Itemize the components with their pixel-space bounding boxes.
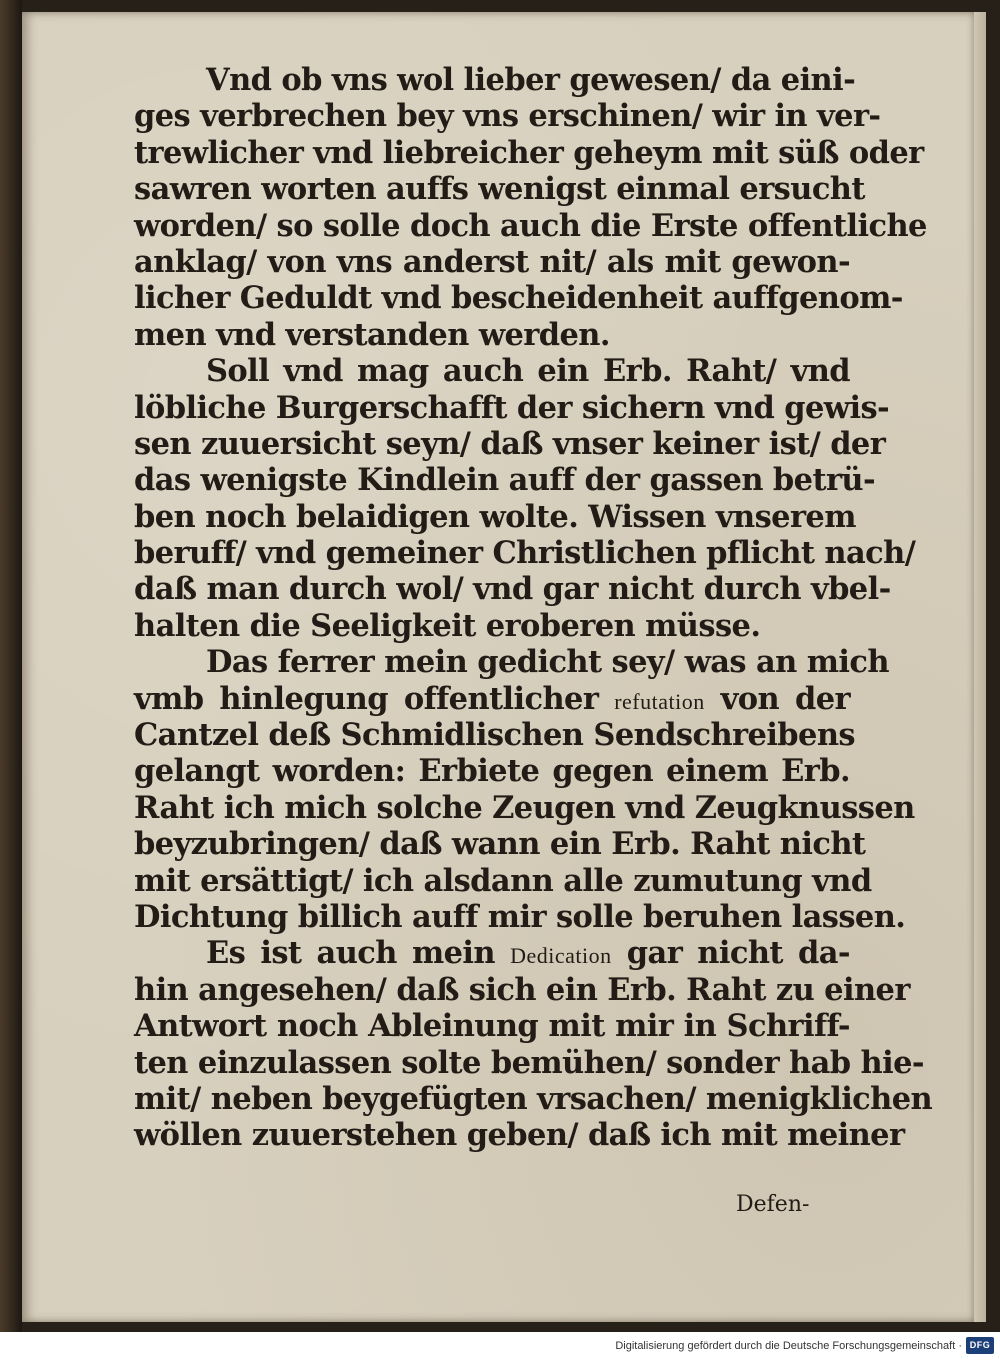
text-line (134, 317, 850, 353)
text-line (134, 353, 850, 389)
text-line (134, 535, 916, 572)
text-segment: halten die Seeligkeit eroberen müsse. (134, 607, 761, 644)
page-edge (974, 12, 986, 1322)
text-line (134, 280, 903, 317)
text-segment: Es ist auch mein (206, 935, 511, 972)
text-segment: daß man durch wol/ vnd gar nicht durch vbel- (134, 571, 891, 608)
text-segment: trewlicher vnd liebreicher geheym mit süß oder (134, 134, 924, 171)
text-line (134, 1008, 850, 1044)
text-line (134, 753, 850, 789)
text-segment: ben noch belaidigen wolte. Wissen vnserem (134, 498, 856, 535)
text-line (134, 571, 891, 608)
text-segment: sawren worten auffs wenigst einmal ersucht (134, 171, 865, 208)
catchword: Defen- (736, 1192, 810, 1217)
text-line (134, 935, 850, 971)
footer-bar (0, 1332, 1000, 1360)
text-line (134, 862, 872, 899)
text-line (134, 681, 850, 717)
text-segment: Cantzel deß Schmidlischen Sendschreibens (134, 717, 855, 754)
text-segment: sen zuuersicht seyn/ daß vnser keiner ist/ der (134, 425, 886, 462)
text-line (134, 98, 881, 135)
text-segment: Das ferrer mein gedicht sey/ was an mich (206, 644, 889, 681)
text-segment: Soll vnd mag auch ein Erb. Raht/ vnd (206, 353, 850, 390)
text-segment: hin angesehen/ daß sich ein Erb. Raht zu einer (134, 971, 910, 1008)
text-line (134, 717, 855, 754)
text-segment: Antwort noch Ableinung mit mir in Schriff- (134, 1008, 850, 1045)
text-segment: von der (704, 680, 850, 717)
text-segment: Dichtung billich auff mir solle beruhen lassen. (134, 898, 906, 935)
text-segment: worden/ so solle doch auch die Erste offentliche (134, 207, 927, 244)
text-segment: vmb hinlegung offentlicher (134, 680, 615, 717)
text-segment: mit ersättigt/ ich alsdann alle zumutung vnd (134, 862, 872, 899)
text-segment: men vnd verstanden werden. (134, 316, 610, 353)
text-line (134, 462, 876, 499)
text-line (134, 62, 856, 98)
text-segment: Raht ich mich solche Zeugen vnd Zeugknussen (134, 789, 915, 826)
text-segment: gar nicht da- (611, 935, 850, 972)
text-segment: das wenigste Kindlein auff der gassen betrü- (134, 462, 876, 499)
roman-word: refutation (614, 688, 705, 714)
text-line (134, 1044, 924, 1081)
text-line (134, 425, 886, 462)
text-segment: gelangt worden: Erbiete gegen einem Erb. (134, 753, 850, 790)
text-line (134, 608, 850, 644)
page-text-block (134, 62, 933, 1154)
text-line (134, 498, 856, 535)
funding-credit: Digitalisierung gefördert durch die Deutsche Forschungsgemeinschaft · (615, 1340, 962, 1352)
text-line (134, 171, 865, 208)
book-spine-edge (0, 0, 22, 1332)
dfg-logo: DFG (966, 1337, 994, 1354)
text-line (134, 1117, 905, 1154)
text-segment: anklag/ von vns anderst nit/ als mit gewon- (134, 243, 850, 280)
text-segment: mit/ neben beygefügten vrsachen/ menigklichen (134, 1080, 933, 1117)
book-page (22, 12, 974, 1322)
text-line (134, 1080, 933, 1117)
text-segment: ten einzulassen solte bemühen/ sonder hab hie- (134, 1044, 924, 1081)
roman-word: Dedication (510, 943, 612, 969)
text-segment: beyzubringen/ daß wann ein Erb. Raht nicht (134, 826, 866, 863)
text-line (134, 826, 866, 863)
text-segment: licher Geduldt vnd bescheidenheit auffgenom- (134, 280, 903, 317)
text-line (134, 389, 890, 426)
text-line (134, 244, 850, 280)
text-line (134, 898, 906, 935)
text-line (134, 644, 889, 681)
text-line (134, 971, 910, 1008)
text-segment: löbliche Burgerschafft der sichern vnd gewis- (134, 389, 890, 426)
text-segment: ges verbrechen bey vns erschinen/ wir in ver- (134, 98, 881, 135)
text-line (134, 207, 927, 244)
text-segment: beruff/ vnd gemeiner Christlichen pflicht nach/ (134, 535, 916, 572)
text-line (134, 789, 915, 826)
text-segment: Vnd ob vns wol lieber gewesen/ da eini- (206, 62, 856, 98)
text-line (134, 134, 924, 171)
text-segment: wöllen zuuerstehen geben/ daß ich mit meiner (134, 1117, 905, 1154)
